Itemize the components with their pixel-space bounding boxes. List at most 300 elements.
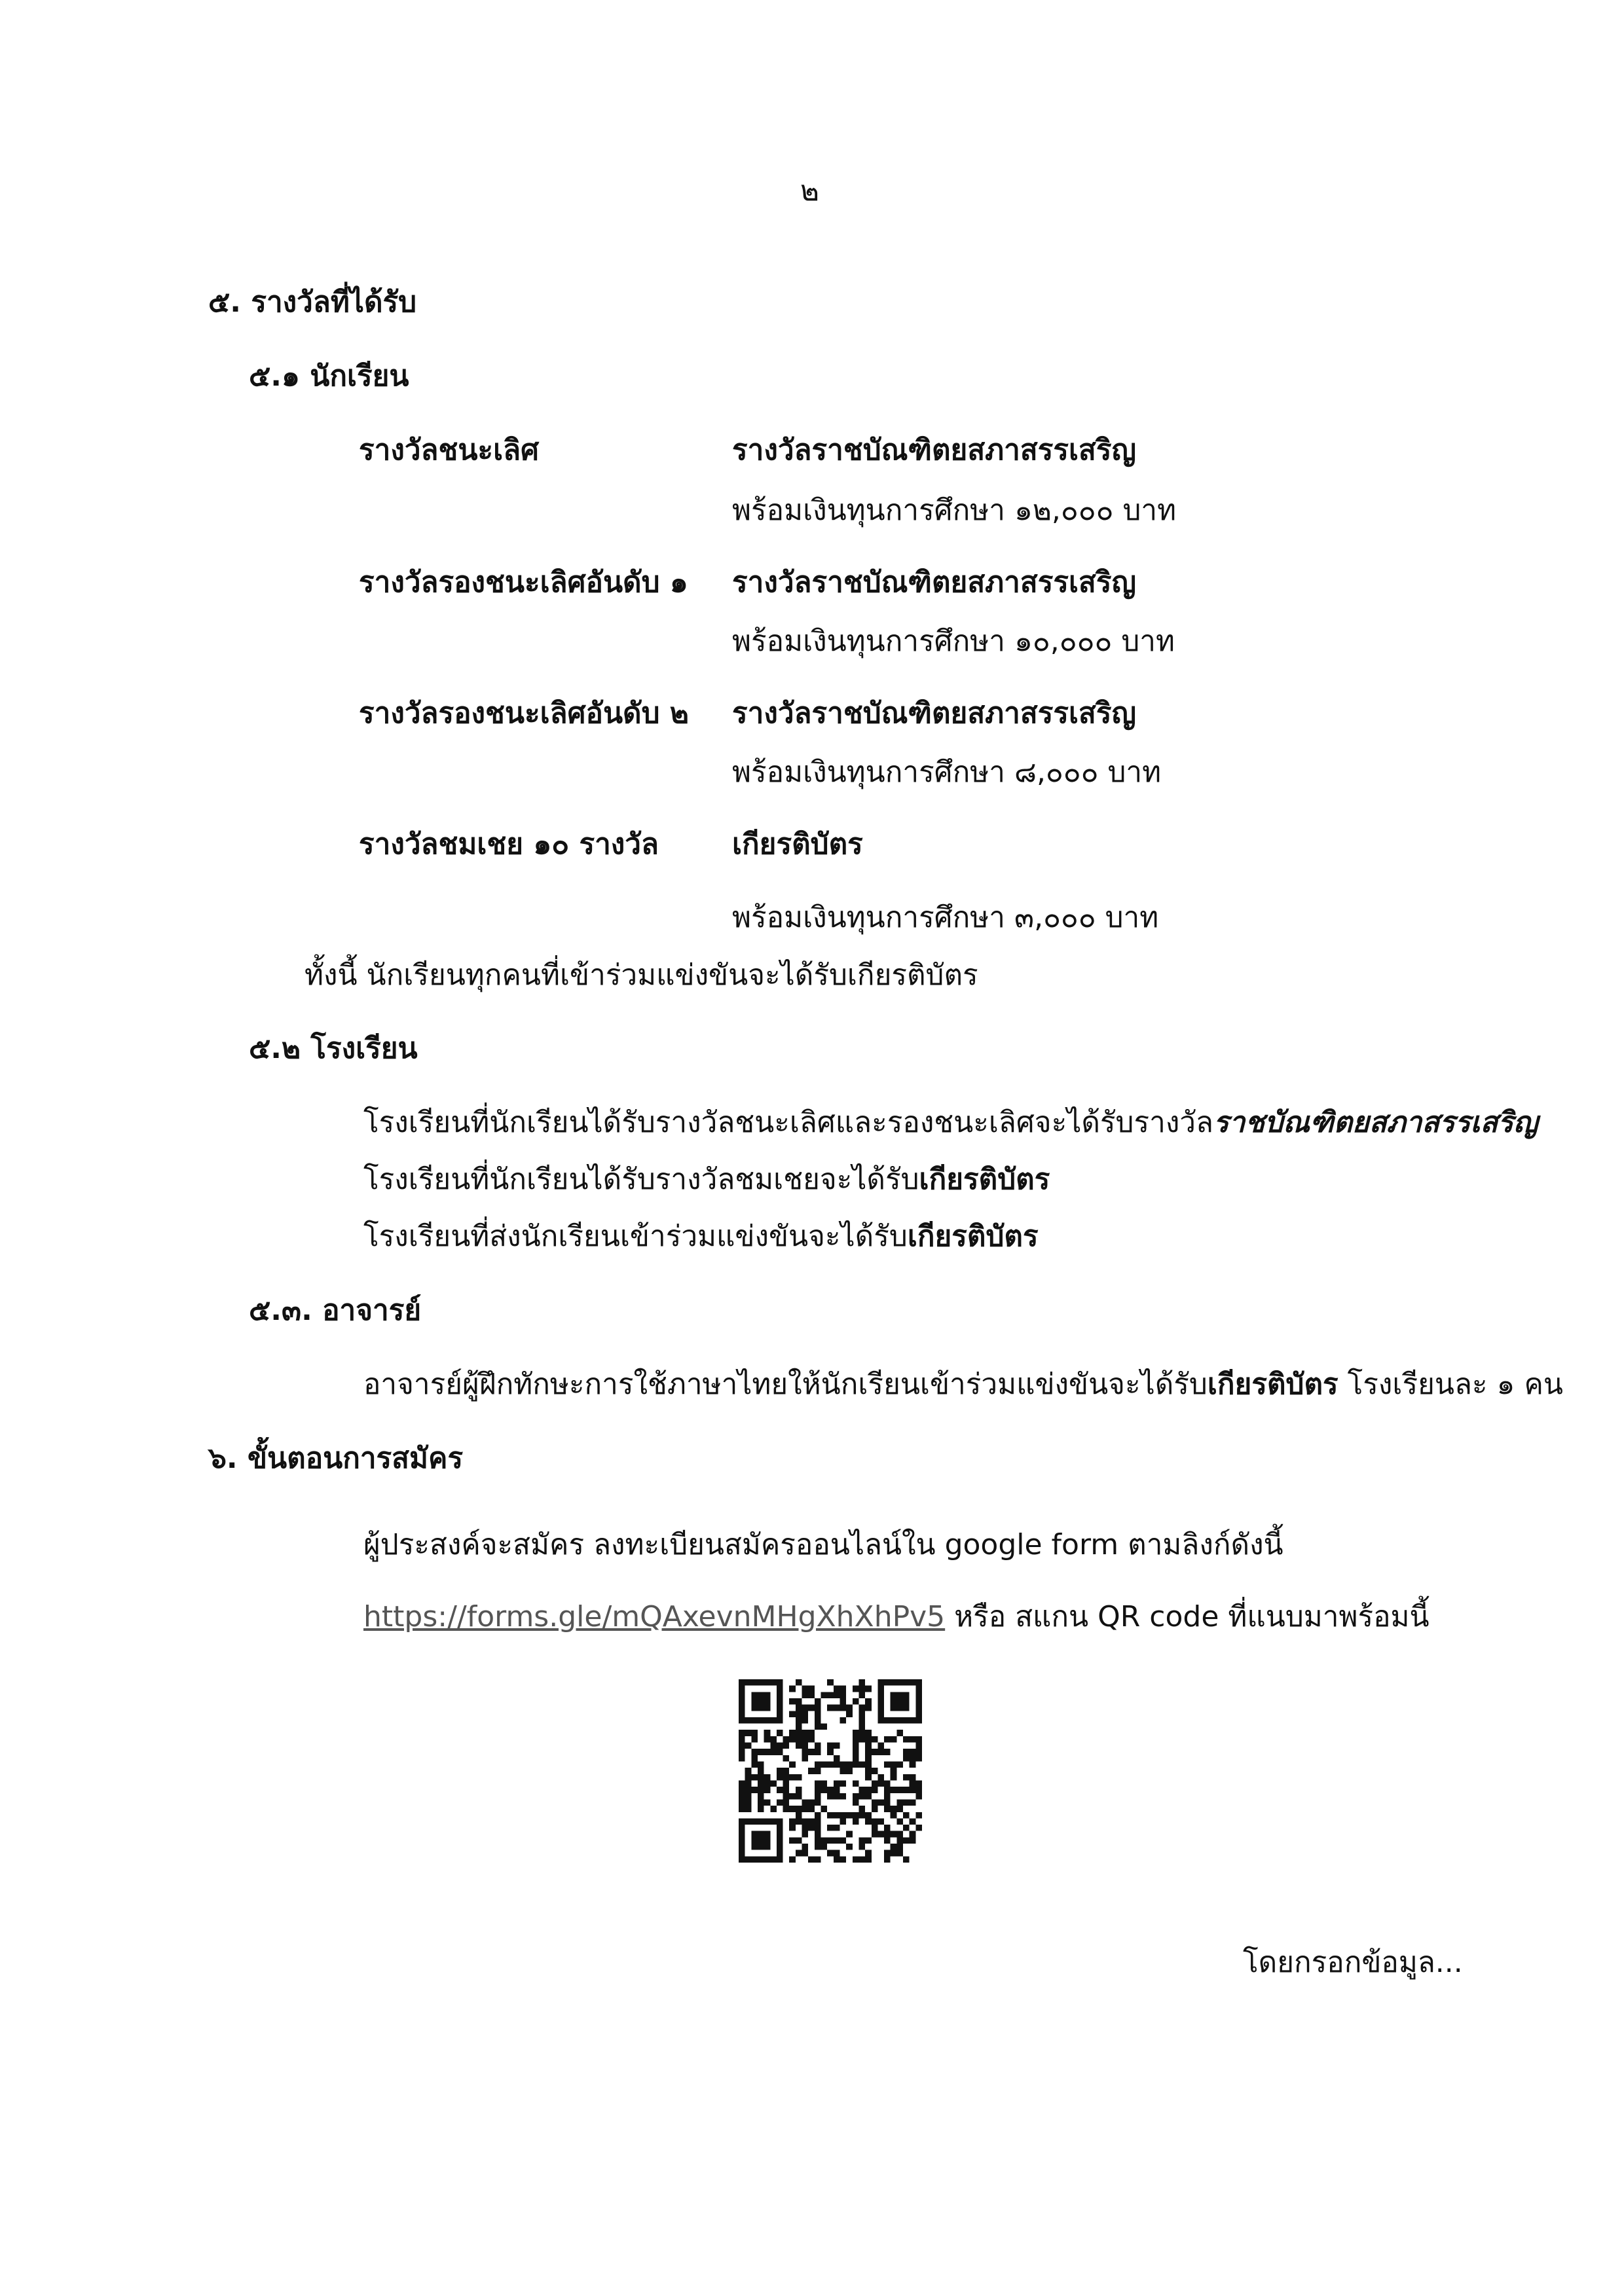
qr-module bbox=[853, 1686, 859, 1692]
qr-module bbox=[840, 1818, 846, 1825]
qr-module bbox=[891, 1762, 897, 1768]
qr-module bbox=[858, 1856, 865, 1863]
qr-module bbox=[872, 1787, 878, 1793]
schools-line-1 bbox=[363, 1103, 1538, 1142]
qr-module bbox=[739, 1799, 745, 1806]
qr-module bbox=[802, 1806, 809, 1812]
qr-module bbox=[896, 1787, 903, 1793]
qr-module bbox=[853, 1762, 859, 1768]
qr-module bbox=[891, 1736, 897, 1743]
qr-module bbox=[739, 1793, 745, 1800]
qr-module bbox=[865, 1762, 872, 1768]
qr-module bbox=[745, 1768, 752, 1774]
qr-module bbox=[751, 1755, 758, 1762]
qr-module bbox=[834, 1705, 840, 1711]
qr-module bbox=[764, 1730, 771, 1736]
qr-module bbox=[745, 1806, 752, 1812]
qr-module bbox=[739, 1806, 745, 1812]
qr-module bbox=[910, 1831, 916, 1838]
schools-line-3 bbox=[363, 1217, 1039, 1256]
section-5-heading: ๕. รางวัลที่ได้รับ bbox=[208, 285, 417, 319]
qr-module bbox=[858, 1705, 865, 1711]
qr-module bbox=[783, 1768, 790, 1774]
qr-module bbox=[840, 1762, 846, 1768]
qr-module bbox=[796, 1793, 802, 1800]
qr-module bbox=[815, 1711, 821, 1717]
qr-module bbox=[858, 1762, 865, 1768]
qr-module bbox=[853, 1698, 859, 1705]
qr-module bbox=[853, 1730, 859, 1736]
qr-module bbox=[764, 1749, 771, 1755]
qr-module bbox=[891, 1844, 897, 1850]
qr-module bbox=[827, 1825, 834, 1831]
qr-module bbox=[853, 1818, 859, 1825]
qr-module bbox=[896, 1850, 903, 1857]
qr-module bbox=[865, 1686, 872, 1692]
qr-module bbox=[777, 1730, 783, 1736]
qr-module bbox=[758, 1774, 764, 1781]
qr-module bbox=[915, 1793, 922, 1800]
qr-module bbox=[834, 1692, 840, 1698]
qr-module bbox=[891, 1850, 897, 1857]
qr-module bbox=[821, 1837, 828, 1844]
qr-module bbox=[764, 1780, 771, 1787]
qr-module bbox=[903, 1755, 910, 1762]
qr-module bbox=[853, 1812, 859, 1819]
qr-module bbox=[796, 1806, 802, 1812]
qr-module bbox=[815, 1825, 821, 1831]
qr-module bbox=[789, 1698, 796, 1705]
schools-line-3-emphasis: เกียรติบัตร bbox=[907, 1220, 1039, 1253]
qr-module bbox=[891, 1806, 897, 1812]
qr-module bbox=[865, 1774, 872, 1781]
qr-module bbox=[758, 1799, 764, 1806]
qr-module bbox=[789, 1793, 796, 1800]
qr-module bbox=[903, 1749, 910, 1755]
qr-module bbox=[815, 1724, 821, 1730]
qr-module bbox=[910, 1780, 916, 1787]
qr-module bbox=[796, 1837, 802, 1844]
qr-module bbox=[827, 1850, 834, 1857]
qr-module bbox=[858, 1692, 865, 1698]
qr-module bbox=[739, 1780, 745, 1787]
qr-module bbox=[840, 1698, 846, 1705]
qr-module bbox=[789, 1806, 796, 1812]
qr-module bbox=[865, 1818, 872, 1825]
qr-module bbox=[802, 1686, 809, 1692]
qr-module bbox=[884, 1787, 891, 1793]
qr-module bbox=[758, 1762, 764, 1768]
qr-module bbox=[910, 1762, 916, 1768]
qr-module bbox=[853, 1793, 859, 1800]
qr-module bbox=[770, 1749, 777, 1755]
qr-module bbox=[815, 1856, 821, 1863]
qr-module bbox=[884, 1749, 891, 1755]
qr-module bbox=[834, 1825, 840, 1831]
qr-module bbox=[802, 1705, 809, 1711]
qr-module bbox=[884, 1806, 891, 1812]
teachers-text: อาจารย์ผู้ฝึกทักษะการใช้ภาษาไทยให้นักเรียนเข้าร่วมแข่งขันจะได้รับ bbox=[363, 1368, 1208, 1401]
qr-module bbox=[815, 1698, 821, 1705]
qr-module bbox=[865, 1837, 872, 1844]
qr-module bbox=[903, 1774, 910, 1781]
qr-module bbox=[802, 1749, 809, 1755]
qr-module bbox=[796, 1787, 802, 1793]
qr-module bbox=[777, 1768, 783, 1774]
qr-module bbox=[903, 1799, 910, 1806]
qr-module bbox=[770, 1806, 777, 1812]
qr-module bbox=[915, 1825, 922, 1831]
qr-module bbox=[802, 1818, 809, 1825]
qr-module bbox=[858, 1837, 865, 1844]
qr-module bbox=[872, 1768, 878, 1774]
qr-module bbox=[877, 1831, 884, 1838]
qr-module bbox=[827, 1679, 834, 1686]
award-prize: รางวัลราชบัณฑิตยสภาสรรเสริญ bbox=[732, 566, 1137, 599]
qr-module bbox=[827, 1743, 834, 1749]
qr-module bbox=[789, 1730, 796, 1736]
qr-module bbox=[840, 1856, 846, 1863]
qr-module bbox=[840, 1717, 846, 1724]
award-name: รางวัลรองชนะเลิศอันดับ ๒ bbox=[359, 697, 689, 730]
qr-module bbox=[872, 1831, 878, 1838]
qr-module bbox=[783, 1793, 790, 1800]
qr-module bbox=[796, 1743, 802, 1749]
teachers-text-after: โรงเรียนละ ๑ คน bbox=[1338, 1368, 1563, 1401]
qr-module bbox=[858, 1844, 865, 1850]
qr-module bbox=[821, 1787, 828, 1793]
registration-line-2-text: หรือ สแกน QR code ที่แนบมาพร้อมนี้ bbox=[945, 1600, 1430, 1633]
qr-module bbox=[834, 1787, 840, 1793]
qr-module bbox=[846, 1831, 853, 1838]
qr-module bbox=[789, 1736, 796, 1743]
qr-module bbox=[872, 1749, 878, 1755]
qr-module bbox=[840, 1686, 846, 1692]
qr-module bbox=[877, 1799, 884, 1806]
qr-module bbox=[915, 1749, 922, 1755]
qr-module bbox=[896, 1831, 903, 1838]
award-scholarship: พร้อมเงินทุนการศึกษา ๘,๐๐๐ บาท bbox=[732, 756, 1162, 789]
qr-module bbox=[884, 1837, 891, 1844]
qr-module bbox=[910, 1774, 916, 1781]
registration-line-1: ผู้ประสงค์จะสมัคร ลงทะเบียนสมัครออนไลน์ใน google form ตามลิงก์ดังนี้ bbox=[363, 1528, 1283, 1561]
qr-module bbox=[853, 1856, 859, 1863]
qr-module bbox=[789, 1818, 796, 1825]
qr-module bbox=[777, 1749, 783, 1755]
qr-module bbox=[834, 1850, 840, 1857]
qr-module bbox=[802, 1844, 809, 1850]
qr-module bbox=[764, 1774, 771, 1781]
qr-module bbox=[770, 1736, 777, 1743]
award-scholarship: พร้อมเงินทุนการศึกษา ๑๐,๐๐๐ บาท bbox=[732, 625, 1175, 658]
award-name: รางวัลชนะเลิศ bbox=[359, 433, 539, 467]
qr-module bbox=[783, 1806, 790, 1812]
qr-module bbox=[764, 1787, 771, 1793]
page-number: ๒ bbox=[800, 174, 820, 208]
qr-module bbox=[846, 1768, 853, 1774]
qr-module bbox=[821, 1762, 828, 1768]
registration-link[interactable]: https://forms.gle/mQAxevnMHgXhXhPv5 bbox=[363, 1600, 946, 1633]
qr-module bbox=[853, 1780, 859, 1787]
qr-module bbox=[884, 1799, 891, 1806]
qr-module bbox=[808, 1768, 815, 1774]
qr-module bbox=[789, 1762, 796, 1768]
qr-module bbox=[884, 1856, 891, 1863]
qr-module bbox=[827, 1787, 834, 1793]
qr-module bbox=[877, 1774, 884, 1781]
registration-line-2 bbox=[363, 1597, 1430, 1637]
qr-module bbox=[896, 1818, 903, 1825]
qr-module bbox=[789, 1686, 796, 1692]
qr-module bbox=[853, 1749, 859, 1755]
qr-module bbox=[802, 1711, 809, 1717]
qr-module bbox=[840, 1812, 846, 1819]
schools-line-1-text: โรงเรียนที่นักเรียนได้รับรางวัลชนะเลิศและรองชนะเลิศจะได้รับรางวัล bbox=[363, 1106, 1213, 1139]
qr-module bbox=[834, 1755, 840, 1762]
qr-module bbox=[815, 1793, 821, 1800]
qr-module bbox=[815, 1837, 821, 1844]
qr-module bbox=[827, 1749, 834, 1755]
qr-module bbox=[884, 1736, 891, 1743]
qr-module bbox=[840, 1837, 846, 1844]
qr-module bbox=[884, 1762, 891, 1768]
qr-module bbox=[858, 1736, 865, 1743]
qr-module bbox=[865, 1768, 872, 1774]
qr-module bbox=[834, 1743, 840, 1749]
qr-module bbox=[802, 1825, 809, 1831]
qr-module bbox=[840, 1692, 846, 1698]
qr-module bbox=[840, 1705, 846, 1711]
qr-module bbox=[745, 1787, 752, 1793]
qr-module bbox=[789, 1856, 796, 1863]
qr-module bbox=[796, 1717, 802, 1724]
qr-module bbox=[808, 1806, 815, 1812]
qr-module bbox=[808, 1749, 815, 1755]
qr-module bbox=[783, 1736, 790, 1743]
section-5-3-heading: ๕.๓. อาจารย์ bbox=[249, 1294, 422, 1327]
schools-line-3-text: โรงเรียนที่ส่งนักเรียนเข้าร่วมแข่งขันจะได้รับ bbox=[363, 1220, 908, 1253]
qr-module bbox=[796, 1774, 802, 1781]
section-5-1-heading: ๕.๑ นักเรียน bbox=[249, 359, 409, 393]
qr-module bbox=[827, 1812, 834, 1819]
qr-module bbox=[840, 1793, 846, 1800]
qr-module bbox=[821, 1844, 828, 1850]
qr-module bbox=[815, 1812, 821, 1819]
qr-module bbox=[891, 1831, 897, 1838]
qr-module bbox=[745, 1743, 752, 1749]
qr-module bbox=[872, 1736, 878, 1743]
qr-module bbox=[915, 1780, 922, 1787]
award-name: รางวัลรองชนะเลิศอันดับ ๑ bbox=[359, 566, 688, 599]
qr-module bbox=[827, 1692, 834, 1698]
qr-module bbox=[796, 1705, 802, 1711]
qr-module bbox=[739, 1736, 745, 1743]
qr-module bbox=[840, 1780, 846, 1787]
qr-module bbox=[853, 1743, 859, 1749]
schools-line-2 bbox=[363, 1160, 1050, 1199]
award-name: รางวัลชมเชย ๑๐ รางวัล bbox=[359, 828, 659, 861]
qr-module bbox=[865, 1812, 872, 1819]
qr-module bbox=[884, 1850, 891, 1857]
qr-module bbox=[884, 1825, 891, 1831]
teachers-line bbox=[363, 1365, 1563, 1404]
qr-module bbox=[808, 1818, 815, 1825]
qr-module bbox=[796, 1679, 802, 1686]
schools-line-1-emphasis: ราชบัณฑิตยสภาสรรเสริญ bbox=[1213, 1106, 1538, 1139]
qr-module bbox=[834, 1812, 840, 1819]
qr-module bbox=[865, 1755, 872, 1762]
qr-module bbox=[846, 1844, 853, 1850]
qr-module bbox=[915, 1743, 922, 1749]
qr-module bbox=[815, 1743, 821, 1749]
qr-module bbox=[821, 1692, 828, 1698]
qr-module bbox=[796, 1812, 802, 1819]
qr-module bbox=[739, 1730, 745, 1736]
qr-module bbox=[915, 1812, 922, 1819]
qr-module bbox=[858, 1793, 865, 1800]
qr-module bbox=[877, 1743, 884, 1749]
qr-module bbox=[877, 1749, 884, 1755]
qr-module bbox=[745, 1730, 752, 1736]
qr-module bbox=[796, 1698, 802, 1705]
continued-text: โดยกรอกข้อมูล... bbox=[1243, 1946, 1463, 1979]
award-prize: เกียรติบัตร bbox=[732, 828, 863, 861]
qr-module bbox=[751, 1730, 758, 1736]
qr-module bbox=[783, 1755, 790, 1762]
qr-module bbox=[910, 1837, 916, 1844]
qr-module bbox=[910, 1799, 916, 1806]
qr-module bbox=[865, 1856, 872, 1863]
qr-module bbox=[910, 1736, 916, 1743]
qr-module bbox=[802, 1717, 809, 1724]
qr-module bbox=[827, 1837, 834, 1844]
qr-module bbox=[915, 1736, 922, 1743]
qr-module bbox=[872, 1806, 878, 1812]
qr-module bbox=[865, 1743, 872, 1749]
qr-module bbox=[808, 1705, 815, 1711]
qr-module bbox=[903, 1812, 910, 1819]
qr-module bbox=[758, 1749, 764, 1755]
qr-module bbox=[896, 1762, 903, 1768]
qr-module bbox=[865, 1730, 872, 1736]
qr-module bbox=[802, 1831, 809, 1838]
qr-module bbox=[815, 1787, 821, 1793]
qr-module bbox=[808, 1730, 815, 1736]
qr-module bbox=[896, 1806, 903, 1812]
qr-module bbox=[739, 1743, 745, 1749]
qr-module bbox=[846, 1812, 853, 1819]
qr-module bbox=[815, 1717, 821, 1724]
schools-line-2-text: โรงเรียนที่นักเรียนได้รับรางวัลชมเชยจะได้รับ bbox=[363, 1163, 919, 1196]
teachers-emphasis: เกียรติบัตร bbox=[1207, 1368, 1338, 1401]
qr-module bbox=[884, 1793, 891, 1800]
qr-module bbox=[751, 1774, 758, 1781]
qr-code-icon[interactable] bbox=[739, 1679, 922, 1863]
qr-module bbox=[834, 1793, 840, 1800]
qr-module bbox=[796, 1850, 802, 1857]
qr-module bbox=[865, 1705, 872, 1711]
qr-module bbox=[827, 1793, 834, 1800]
qr-module bbox=[808, 1686, 815, 1692]
qr-module bbox=[834, 1837, 840, 1844]
qr-module bbox=[758, 1787, 764, 1793]
qr-module bbox=[783, 1774, 790, 1781]
qr-module bbox=[858, 1679, 865, 1686]
qr-module bbox=[770, 1780, 777, 1787]
qr-module bbox=[858, 1730, 865, 1736]
qr-module bbox=[827, 1705, 834, 1711]
qr-module bbox=[815, 1844, 821, 1850]
section-5-2-heading: ๕.๒ โรงเรียน bbox=[249, 1032, 418, 1065]
qr-module bbox=[840, 1768, 846, 1774]
qr-module bbox=[751, 1736, 758, 1743]
qr-module bbox=[896, 1844, 903, 1850]
qr-module bbox=[789, 1825, 796, 1831]
qr-module bbox=[789, 1711, 796, 1717]
qr-module bbox=[796, 1711, 802, 1717]
qr-module bbox=[910, 1787, 916, 1793]
qr-module bbox=[758, 1780, 764, 1787]
qr-module bbox=[745, 1793, 752, 1800]
qr-module bbox=[915, 1755, 922, 1762]
qr-module bbox=[815, 1749, 821, 1755]
qr-module bbox=[896, 1799, 903, 1806]
qr-module bbox=[896, 1730, 903, 1736]
qr-module bbox=[808, 1856, 815, 1863]
qr-module bbox=[777, 1787, 783, 1793]
qr-module bbox=[834, 1856, 840, 1863]
qr-module bbox=[739, 1749, 745, 1755]
qr-module bbox=[891, 1774, 897, 1781]
qr-module bbox=[751, 1749, 758, 1755]
qr-module bbox=[821, 1780, 828, 1787]
qr-module bbox=[815, 1780, 821, 1787]
qr-module bbox=[858, 1812, 865, 1819]
qr-module bbox=[802, 1799, 809, 1806]
qr-module bbox=[796, 1724, 802, 1730]
qr-module bbox=[858, 1717, 865, 1724]
qr-module bbox=[745, 1799, 752, 1806]
qr-module bbox=[815, 1818, 821, 1825]
award-prize: รางวัลราชบัณฑิตยสภาสรรเสริญ bbox=[732, 433, 1137, 467]
qr-module bbox=[796, 1818, 802, 1825]
qr-module bbox=[865, 1736, 872, 1743]
qr-module bbox=[777, 1774, 783, 1781]
students-note: ทั้งนี้ นักเรียนทุกคนที่เข้าร่วมแข่งขันจะได้รับเกียรติบัตร bbox=[304, 958, 978, 992]
qr-module bbox=[865, 1787, 872, 1793]
qr-module bbox=[770, 1743, 777, 1749]
qr-module bbox=[783, 1743, 790, 1749]
qr-module bbox=[903, 1787, 910, 1793]
qr-module bbox=[903, 1736, 910, 1743]
qr-module bbox=[865, 1850, 872, 1857]
qr-module bbox=[891, 1768, 897, 1774]
qr-module bbox=[815, 1799, 821, 1806]
qr-module bbox=[903, 1856, 910, 1863]
qr-module bbox=[764, 1799, 771, 1806]
qr-module bbox=[872, 1780, 878, 1787]
qr-module bbox=[783, 1799, 790, 1806]
qr-module bbox=[872, 1825, 878, 1831]
qr-module bbox=[751, 1787, 758, 1793]
qr-module bbox=[745, 1780, 752, 1787]
qr-module bbox=[802, 1755, 809, 1762]
qr-module bbox=[858, 1806, 865, 1812]
qr-module bbox=[764, 1736, 771, 1743]
qr-module bbox=[853, 1799, 859, 1806]
qr-module bbox=[903, 1837, 910, 1844]
qr-module bbox=[846, 1711, 853, 1717]
